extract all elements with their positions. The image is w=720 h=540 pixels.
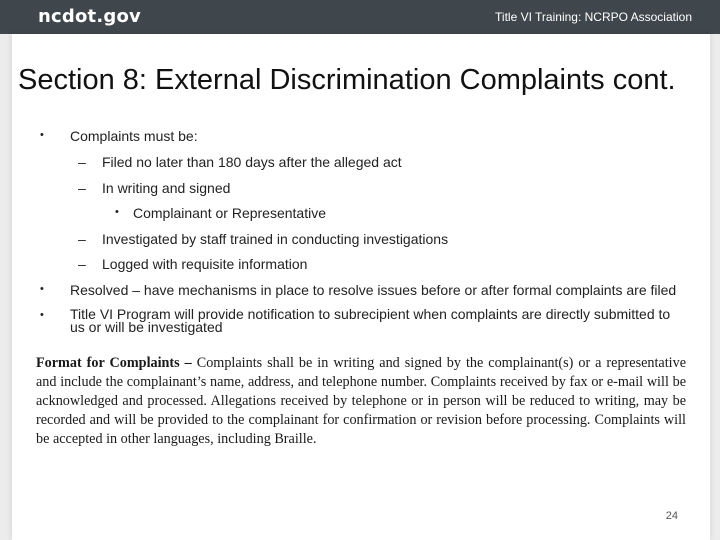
bullet-marker: • [40,283,44,295]
bullet-marker: • [40,129,44,141]
dash-marker: – [78,231,86,247]
bullet-text: In writing and signed [102,180,231,196]
sub-bullet-item [78,180,231,196]
bullet-marker: • [115,206,119,218]
bullet-text: Resolved – have mechanisms in place to resolve issues before or after formal complaints are filed [70,282,677,298]
format-for-complaints-excerpt [36,354,686,449]
excerpt-lead: Format for Complaints – [36,355,192,371]
bullet-list [12,34,710,364]
sub-bullet-item [78,256,308,272]
bullet-text: Investigated by staff trained in conducting investigations [102,231,449,247]
bullet-item [40,128,198,144]
dash-marker: – [78,154,86,170]
slide-page [12,34,710,540]
bullet-marker: • [40,309,44,321]
dash-marker: – [78,256,86,272]
top-bar [0,0,720,34]
excerpt-body: Complaints shall be in writing and signed by the complainant(s) or a representative and include the complainant’s name, address, and telephone number. Complaints received by fax or e-mail will be acknowledged and processed. Allegations received by telephone or in person will be reduced to writing, may be recorded and will be provided to the complainant for confirmation or revision before processing. Complaints will be accepted in other languages, including Braille. [36,355,686,447]
bullet-text: Title VI Program will provide notification to subrecipient when complaints are directly submitted to us or will be investigated [70,306,671,335]
page-number: 24 [665,510,678,522]
bullet-text: Logged with requisite information [102,256,308,272]
sub-bullet-item [78,154,402,170]
bullet-text: Complaints must be: [70,128,198,144]
sub-sub-bullet-item [115,205,326,221]
bullet-item [40,306,680,335]
sub-bullet-item [78,231,449,247]
header-title: Title VI Training: NCRPO Association [495,10,692,24]
bullet-text: Complainant or Representative [133,205,326,221]
bullet-item [40,282,677,298]
bullet-text: Filed no later than 180 days after the alleged act [102,154,402,170]
ncdot-logo[interactable]: ncdot.gov [38,6,141,27]
slide-title: Section 8: External Discrimination Complaints cont. [18,64,676,96]
dash-marker: – [78,180,86,196]
